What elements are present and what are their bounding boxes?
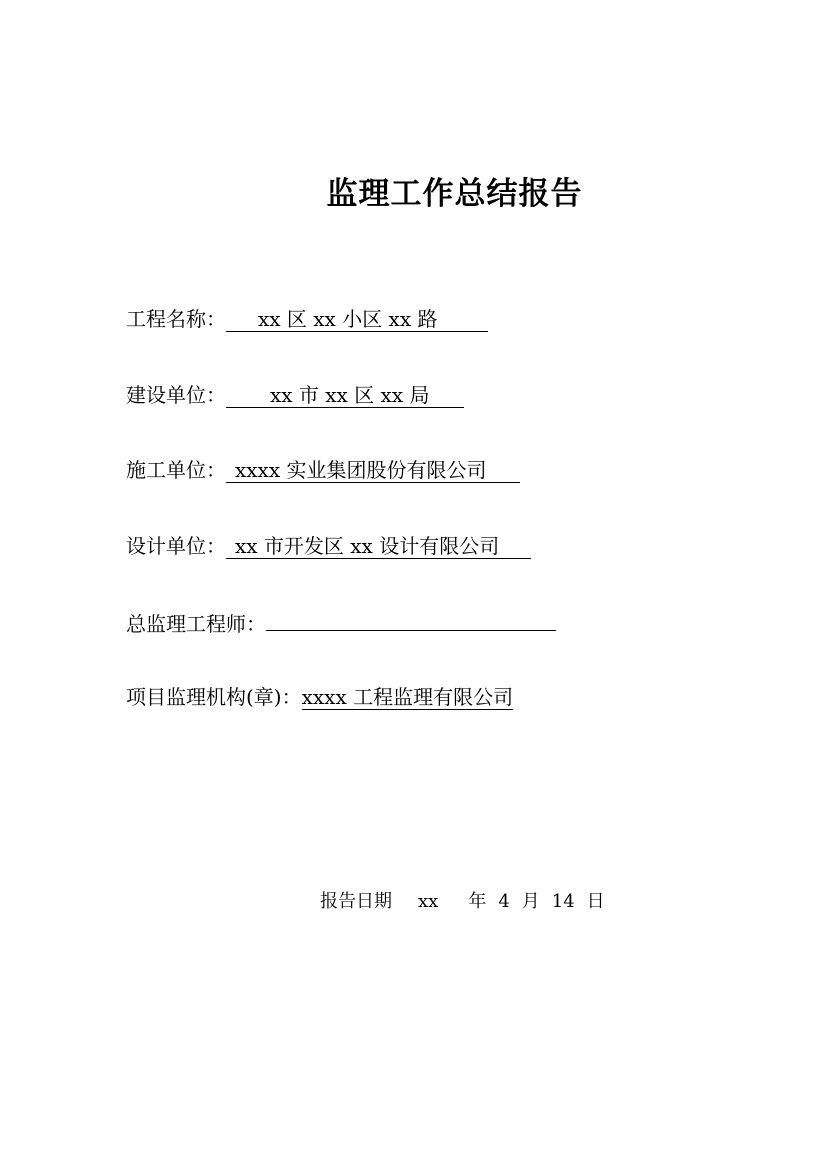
field-value: xxxx 实业集团股份有限公司 [226,458,520,483]
report-date-day-unit: 日 [586,891,605,912]
field-label: 总监理工程师： [126,612,266,636]
report-date [320,889,605,915]
field-value: xx 市 xx 区 xx 局 [226,383,464,408]
field-value: xxxx 工程监理有限公司 [301,685,514,709]
field-value-blank [266,607,556,631]
field-label: 设计单位： [126,534,226,558]
document-title: 监理工作总结报告 [326,176,583,212]
field-chief-supervisor [126,607,556,638]
report-date-label: 报告日期 [320,891,392,912]
report-date-year: xx [418,891,439,912]
field-value: xx 市开发区 xx 设计有限公司 [226,534,531,559]
field-builder-unit [126,456,520,484]
report-date-month-unit: 月 [521,891,540,912]
field-construction-unit [126,381,464,409]
field-label: 建设单位： [126,383,226,407]
field-supervision-org [126,683,513,711]
field-design-unit [126,532,531,560]
field-label: 施工单位： [126,458,226,482]
report-date-year-unit: 年 [468,891,487,912]
field-label: 工程名称： [126,307,226,331]
report-date-month: 4 [498,891,510,912]
report-date-day: 14 [551,891,575,912]
field-value: xx 区 xx 小区 xx 路 [226,307,488,332]
field-project-name [126,305,488,333]
field-label: 项目监理机构(章)： [126,685,302,709]
